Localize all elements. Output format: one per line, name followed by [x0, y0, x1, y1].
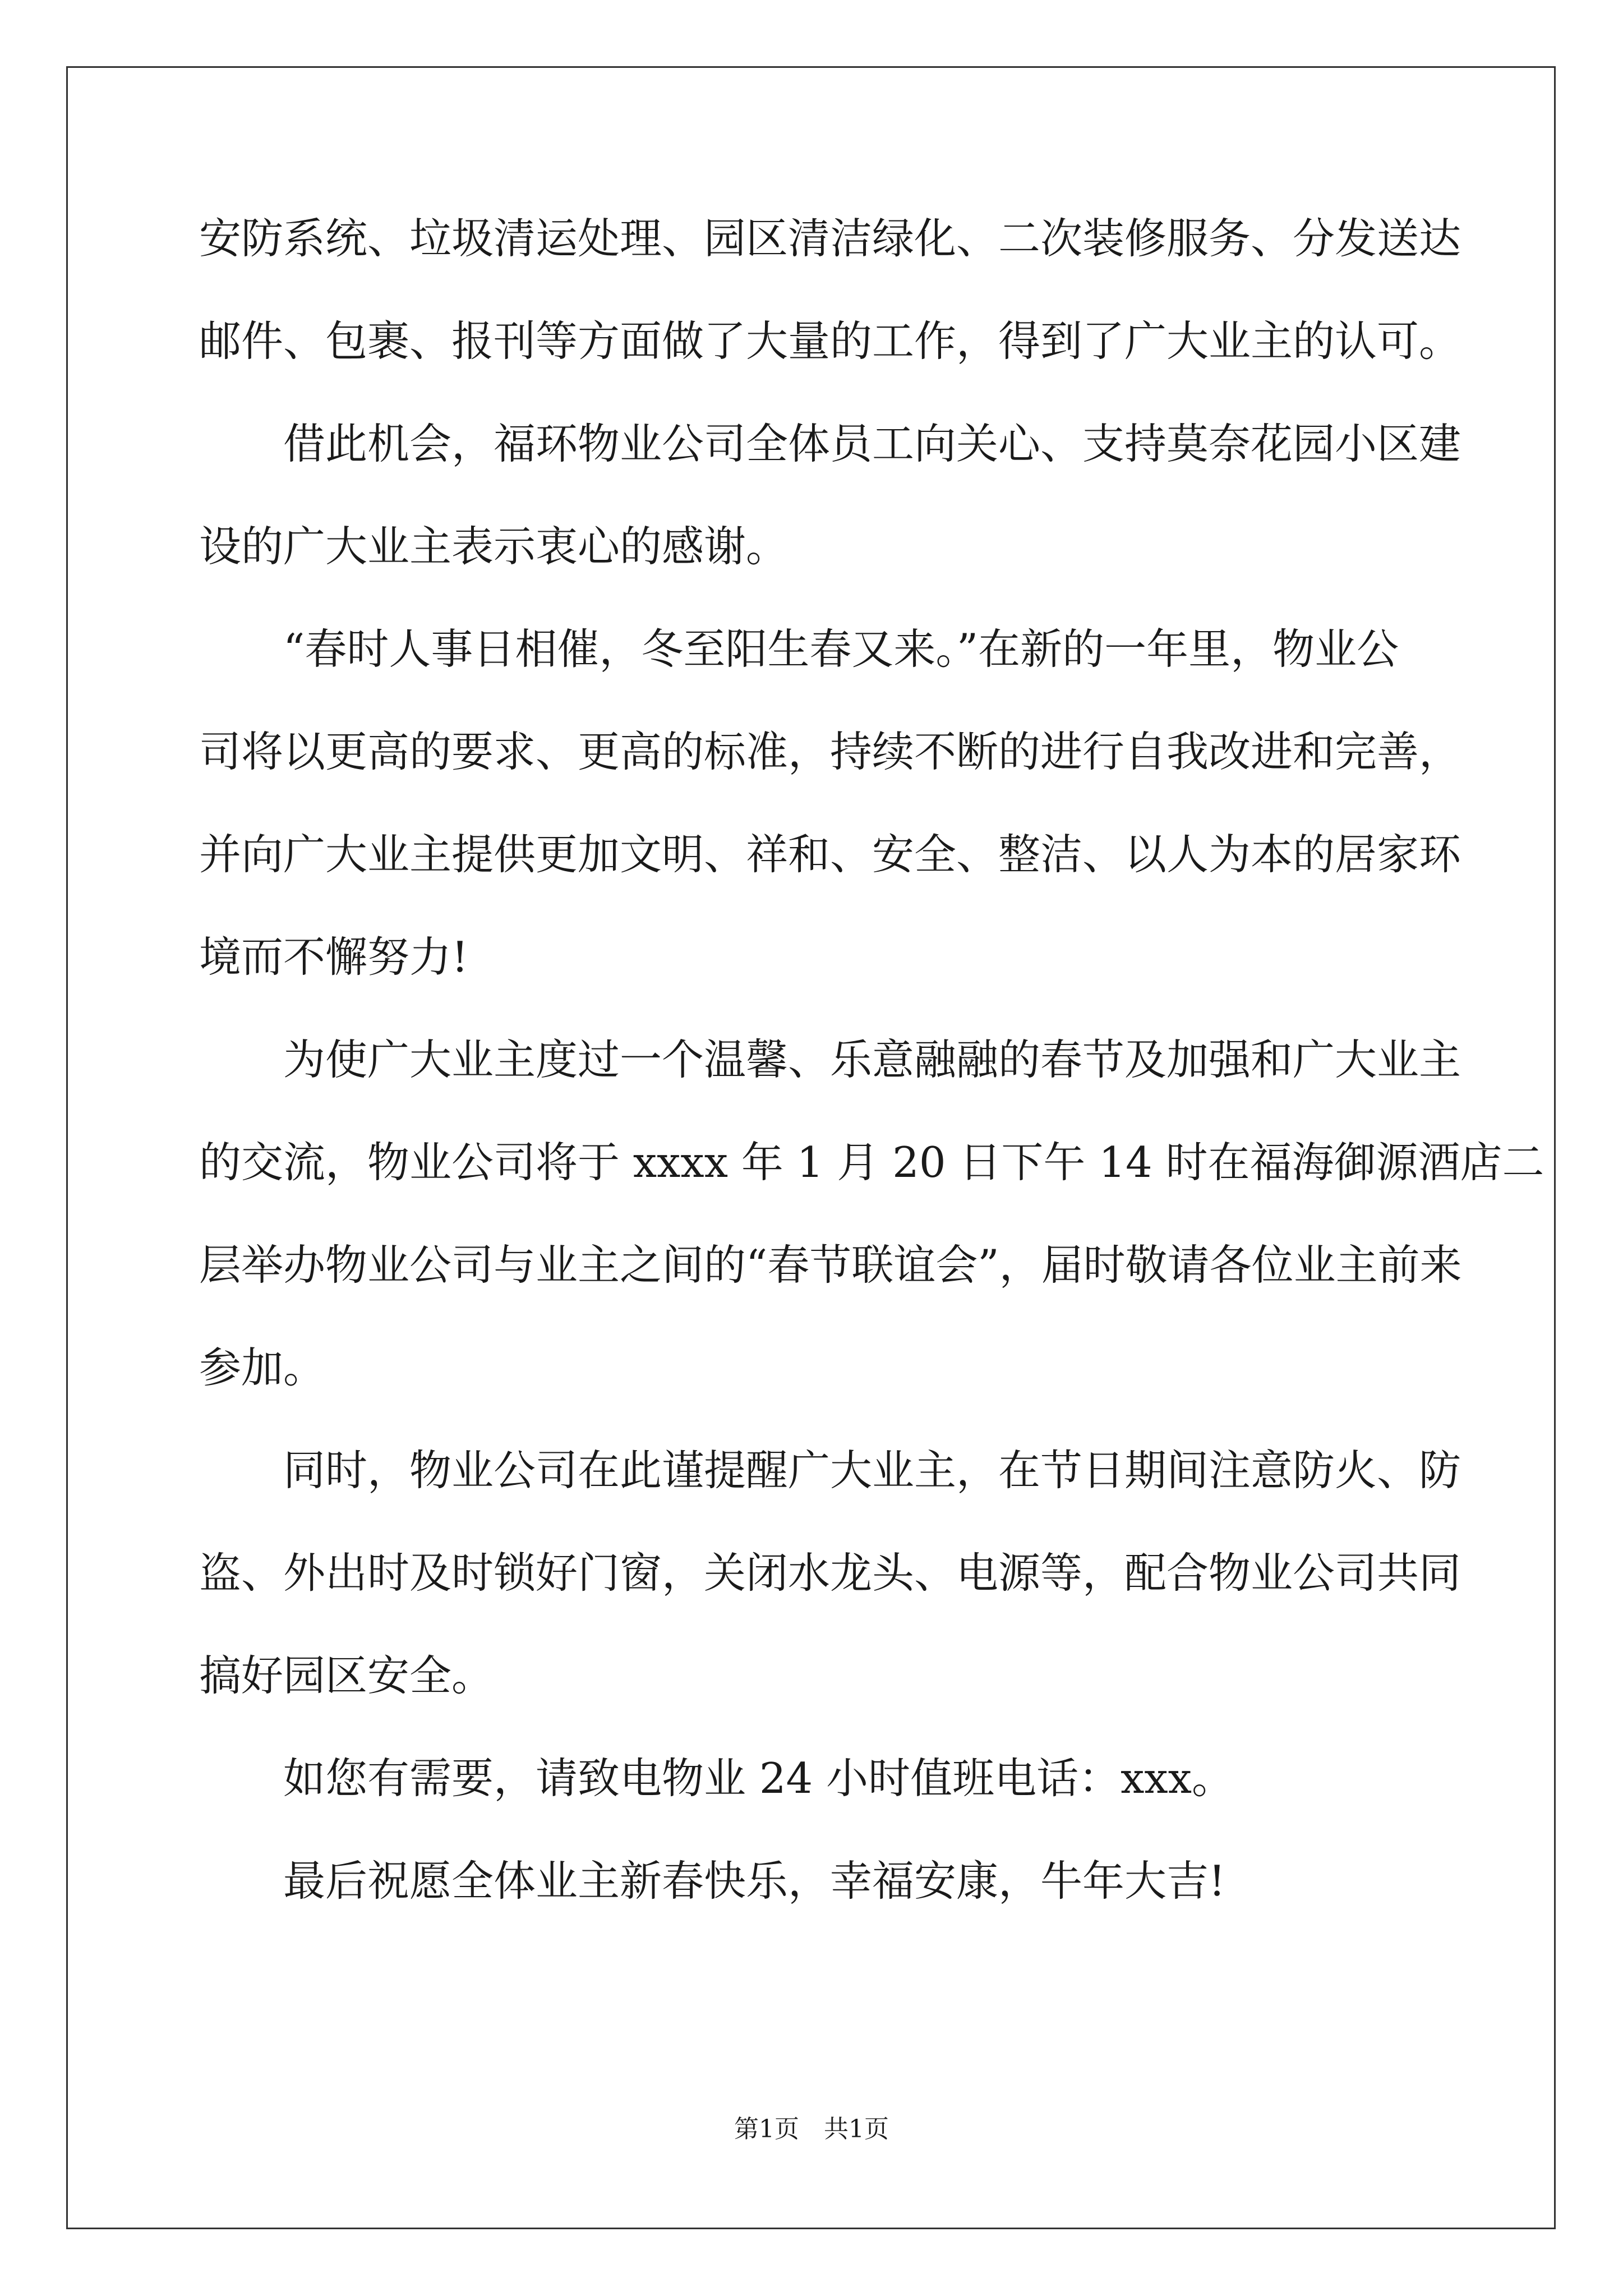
- text-line: 同时，物业公司在此谨提醒广大业主，在节日期间注意防火、防: [283, 1446, 1461, 1495]
- text-line: 借此机会，福环物业公司全体员工向关心、支持莫奈花园小区建: [283, 419, 1461, 468]
- text-line: 盗、外出时及时锁好门窗，关闭水龙头、电源等，配合物业公司共同: [199, 1548, 1461, 1598]
- text-line: 为使广大业主度过一个温馨、乐意融融的春节及加强和广大业主: [283, 1035, 1461, 1084]
- text-line: 境而不懈努力!: [199, 932, 469, 982]
- text-line: “春时人事日相催，冬至阳生春又来。”在新的一年里，物业公: [283, 624, 1399, 674]
- text-line: 如您有需要，请致电物业 24 小时值班电话：xxx。: [283, 1754, 1234, 1803]
- text-line: 最后祝愿全体业主新春快乐，幸福安康，牛年大吉!: [283, 1856, 1226, 1906]
- text-line: 邮件、包裹、报刊等方面做了大量的工作，得到了广大业主的认可。: [199, 316, 1461, 366]
- text-line: 安防系统、垃圾清运处理、园区清洁绿化、二次装修服务、分发送达: [199, 214, 1461, 263]
- text-line: 设的广大业主表示衷心的感谢。: [199, 522, 789, 571]
- text-line: 的交流，物业公司将于 xxxx 年 1 月 20 日下午 14 时在福海御源酒店二: [199, 1138, 1544, 1187]
- text-line: 参加。: [199, 1343, 326, 1392]
- text-line: 搞好园区安全。: [199, 1651, 494, 1700]
- text-line: 层举办物业公司与业主之间的“春节联谊会”，届时敬请各位业主前来: [199, 1240, 1462, 1290]
- text-line: 并向广大业主提供更加文明、祥和、安全、整洁、以人为本的居家环: [199, 830, 1461, 879]
- page-footer: 第1页 共1页: [734, 2115, 889, 2143]
- text-line: 司将以更高的要求、更高的标准，持续不断的进行自我改进和完善，: [199, 727, 1461, 776]
